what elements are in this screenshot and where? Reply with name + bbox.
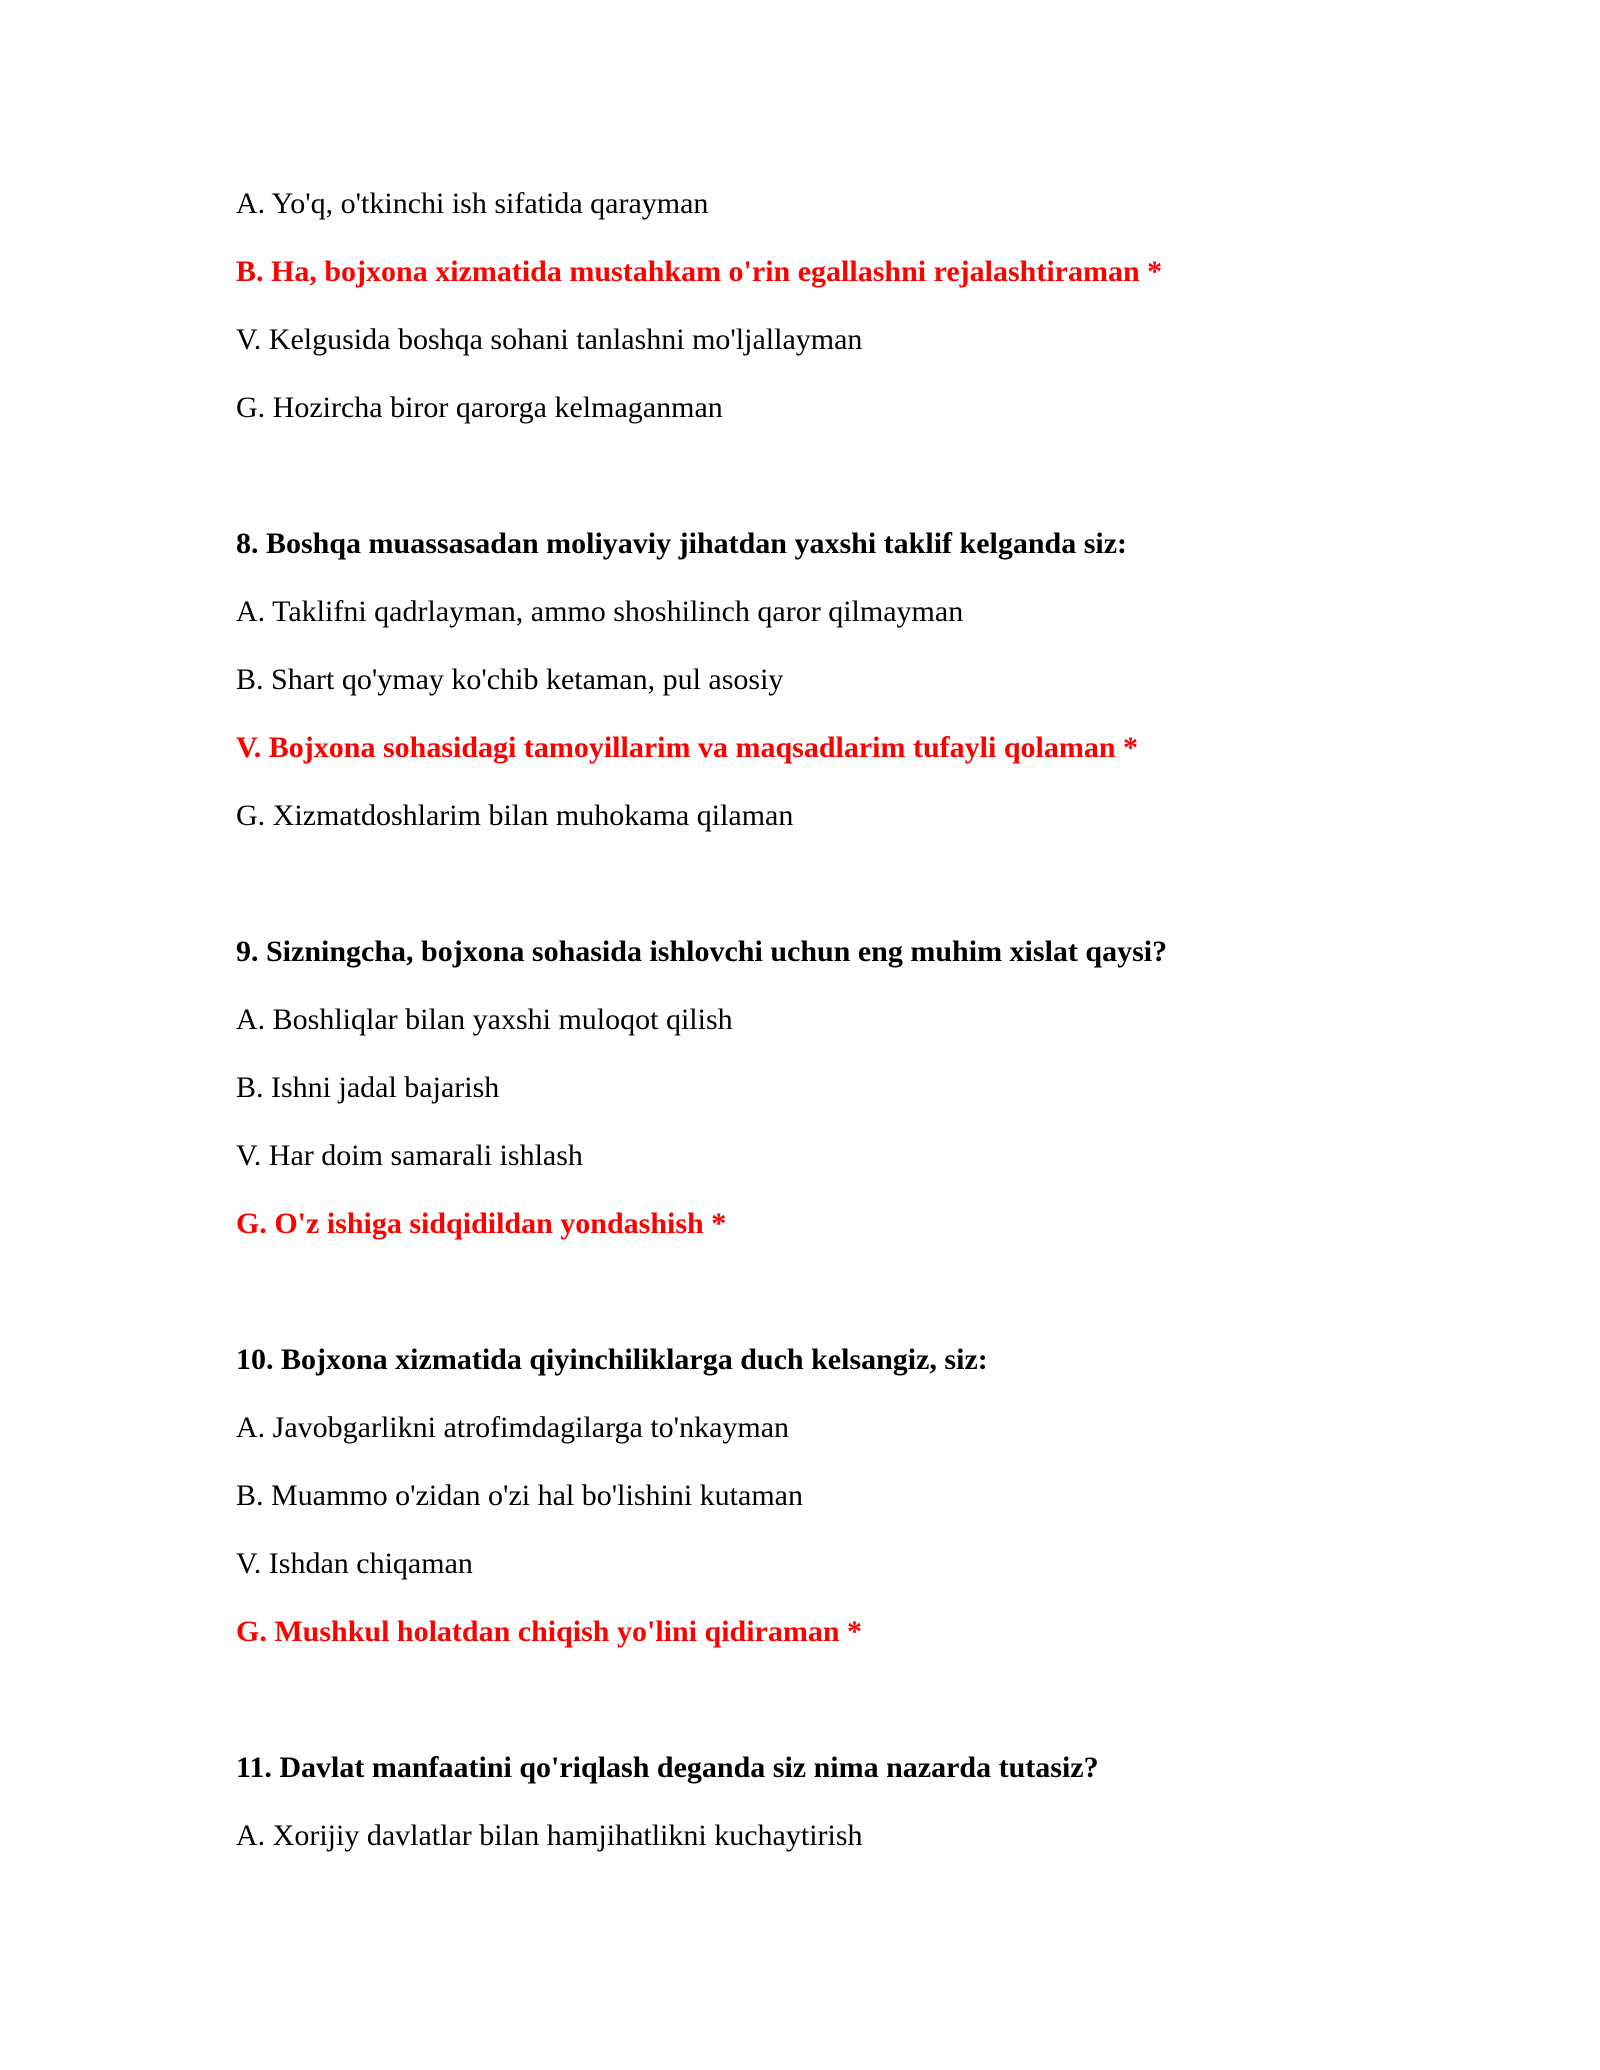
option-10a: A. Javobgarlikni atrofimdagilarga to'nkayman — [236, 1411, 790, 1444]
option-8b: B. Shart qo'ymay ko'chib ketaman, pul asosiy — [236, 663, 784, 696]
question-block-10 — [236, 1342, 1436, 1650]
option-9v: V. Har doim samarali ishlash — [236, 1139, 583, 1172]
option-9g-correct-answer: G. O'z ishiga sidqidildan yondashish * — [236, 1207, 727, 1240]
option-10v: V. Ishdan chiqaman — [236, 1547, 473, 1580]
option-7b-correct-answer: B. Ha, bojxona xizmatida mustahkam o'rin egallashni rejalashtiraman * — [236, 255, 1163, 288]
document-page — [236, 186, 1436, 1886]
option-10g-correct-answer: G. Mushkul holatdan chiqish yo'lini qidiraman * — [236, 1615, 863, 1648]
option-8g: G. Xizmatdoshlarim bilan muhokama qilaman — [236, 799, 794, 832]
question-9: 9. Sizningcha, bojxona sohasida ishlovchi uchun eng muhim xislat qaysi? — [236, 935, 1168, 968]
question-8: 8. Boshqa muassasadan moliyaviy jihatdan yaxshi taklif kelganda siz: — [236, 527, 1128, 560]
question-block-7-continued — [236, 186, 1436, 426]
option-8a: A. Taklifni qadrlayman, ammo shoshilinch qaror qilmayman — [236, 595, 964, 628]
question-block-11 — [236, 1750, 1436, 1854]
question-block-8 — [236, 526, 1436, 834]
option-8v-correct-answer: V. Bojxona sohasidagi tamoyillarim va maqsadlarim tufayli qolaman * — [236, 731, 1139, 764]
option-7g: G. Hozircha biror qarorga kelmaganman — [236, 391, 723, 424]
question-11: 11. Davlat manfaatini qo'riqlash deganda siz nima nazarda tutasiz? — [236, 1751, 1099, 1784]
option-9b: B. Ishni jadal bajarish — [236, 1071, 500, 1104]
option-9a: A. Boshliqlar bilan yaxshi muloqot qilish — [236, 1003, 733, 1036]
option-10b: B. Muammo o'zidan o'zi hal bo'lishini kutaman — [236, 1479, 803, 1512]
option-11a: A. Xorijiy davlatlar bilan hamjihatlikni kuchaytirish — [236, 1819, 863, 1852]
question-10: 10. Bojxona xizmatida qiyinchiliklarga duch kelsangiz, siz: — [236, 1343, 988, 1376]
option-7v: V. Kelgusida boshqa sohani tanlashni mo'ljallayman — [236, 323, 863, 356]
question-block-9 — [236, 934, 1436, 1242]
option-7a: A. Yo'q, o'tkinchi ish sifatida qarayman — [236, 187, 709, 220]
